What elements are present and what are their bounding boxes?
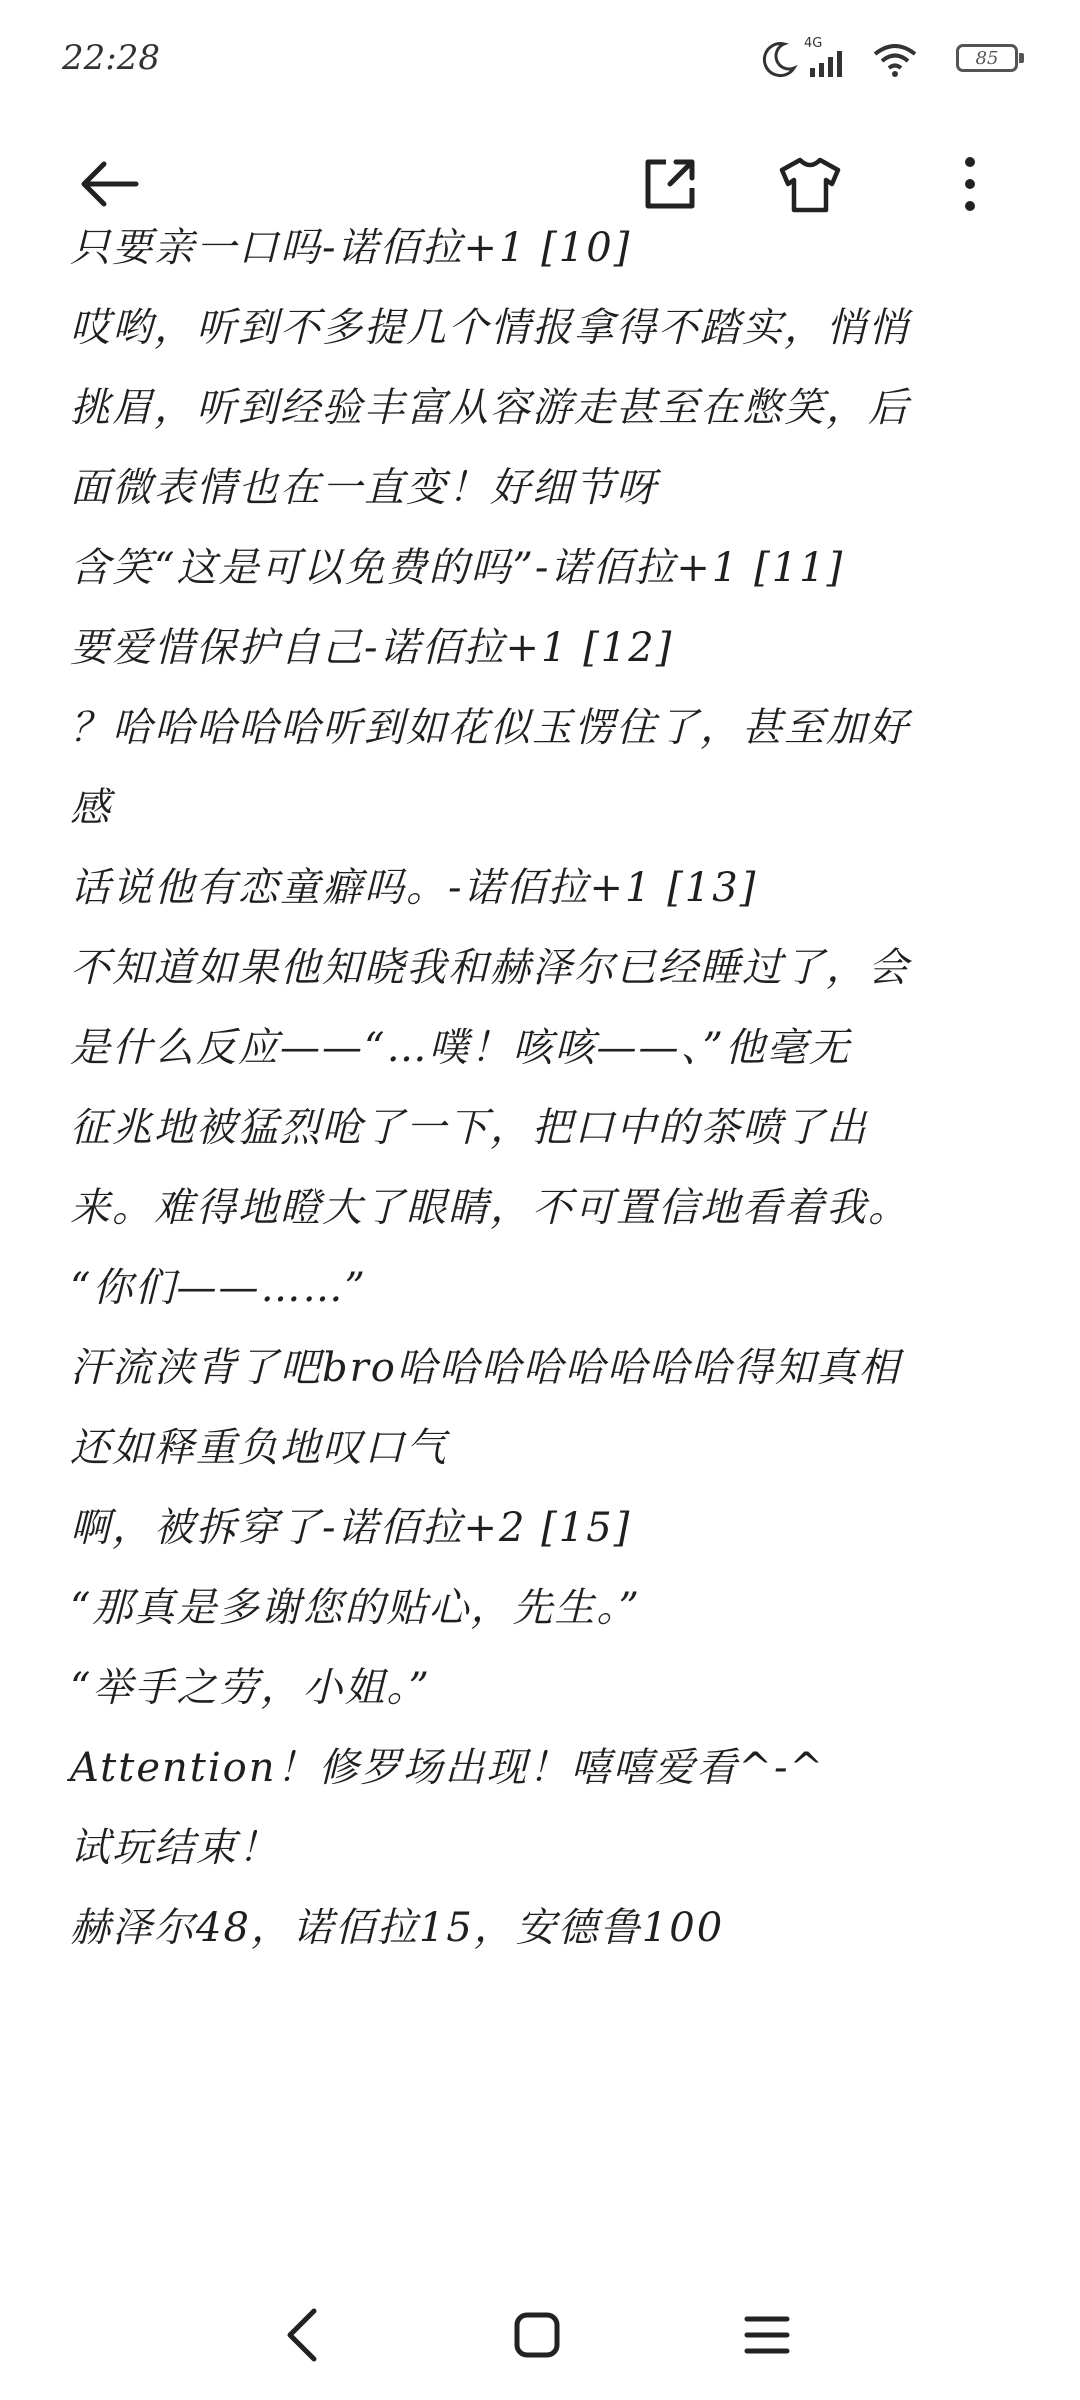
note-line: “那真是多谢您的贴心，先生。” bbox=[70, 1585, 641, 1631]
wifi-icon bbox=[872, 42, 918, 78]
theme-shirt-icon bbox=[778, 154, 842, 214]
network-type: 4G bbox=[804, 36, 823, 51]
battery-icon bbox=[956, 44, 1018, 72]
note-line: 试玩结束！ bbox=[70, 1825, 280, 1871]
battery-level: 85 bbox=[975, 47, 999, 69]
share-icon bbox=[640, 154, 700, 214]
note-line: “你们——……” bbox=[70, 1265, 367, 1311]
note-line: “举手之劳，小姐。” bbox=[70, 1665, 431, 1711]
nav-back-button[interactable] bbox=[258, 2290, 348, 2380]
back-button[interactable] bbox=[68, 144, 148, 224]
status-bar bbox=[0, 0, 1080, 120]
nav-home-button[interactable] bbox=[492, 2290, 582, 2380]
status-time: 22:28 bbox=[62, 38, 160, 78]
note-line: 面微表情也在一直变！好细节呀 bbox=[70, 465, 658, 511]
theme-button[interactable] bbox=[770, 144, 850, 224]
note-line: 要爱惜保护自己-诺佰拉+1 [12] bbox=[70, 625, 674, 671]
nav-menu-button[interactable] bbox=[722, 2290, 812, 2380]
note-line: 啊，被拆穿了-诺佰拉+2 [15] bbox=[70, 1505, 632, 1551]
system-nav-bar bbox=[0, 2270, 1080, 2400]
note-line: 不知道如果他知晓我和赫泽尔已经睡过了，会 bbox=[70, 945, 910, 991]
note-line: 来。难得地瞪大了眼睛，不可置信地看着我。 bbox=[70, 1185, 910, 1231]
note-line: 话说他有恋童癖吗。-诺佰拉+1 [13] bbox=[70, 865, 758, 911]
note-content[interactable] bbox=[0, 220, 1080, 2100]
note-line: 赫泽尔48，诺佰拉15，安德鲁100 bbox=[70, 1905, 725, 1951]
note-line: 挑眉，听到经验丰富从容游走甚至在憋笑，后 bbox=[70, 385, 910, 431]
note-line: 还如释重负地叹口气 bbox=[70, 1425, 448, 1471]
note-line: 含笑“这是可以免费的吗”-诺佰拉+1 [11] bbox=[70, 545, 845, 591]
back-arrow-icon bbox=[76, 152, 140, 216]
note-line: 哎哟，听到不多提几个情报拿得不踏实，悄悄 bbox=[70, 305, 910, 351]
nav-home-icon bbox=[509, 2307, 565, 2363]
note-line: 征兆地被猛烈呛了一下，把口中的茶喷了出 bbox=[70, 1105, 868, 1151]
status-icons bbox=[758, 36, 1018, 86]
moon-icon bbox=[758, 40, 798, 80]
signal-icon bbox=[808, 48, 848, 78]
note-line: 是什么反应——“…噗！咳咳——、”他毫无 bbox=[70, 1025, 851, 1071]
nav-back-icon bbox=[278, 2305, 328, 2365]
note-line: Attention！修罗场出现！嘻嘻爱看^-^ bbox=[70, 1745, 826, 1791]
more-button[interactable] bbox=[930, 144, 1010, 224]
note-line: 只要亲一口吗-诺佰拉+1 [10] bbox=[70, 225, 632, 271]
more-icon bbox=[960, 154, 980, 214]
note-line: ？哈哈哈哈哈听到如花似玉愣住了，甚至加好 bbox=[70, 705, 910, 751]
nav-menu-icon bbox=[739, 2307, 795, 2363]
note-line: 感 bbox=[70, 785, 112, 831]
share-button[interactable] bbox=[630, 144, 710, 224]
note-line: 汗流浃背了吧bro哈哈哈哈哈哈哈哈得知真相 bbox=[70, 1345, 901, 1391]
